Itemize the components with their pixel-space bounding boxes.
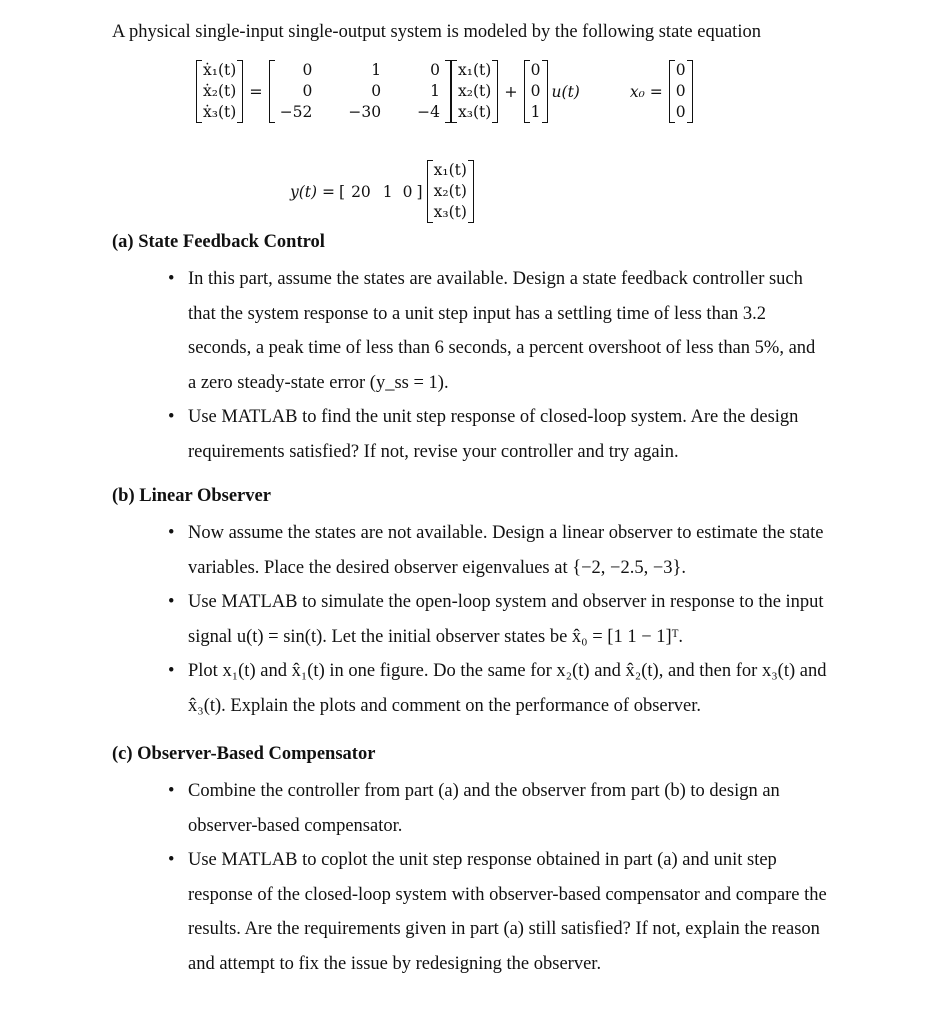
list-item: • Use MATLAB to find the unit step response of closed-loop system. Are the design requirements satisfied? If not, revise your controller and try again. [168,407,799,462]
section-a-title: (a) State Feedback Control [112,232,325,252]
list-item: • Now assume the states are not available. Design a linear observer to estimate the state variables. Place the desired observer eigenvalues at {−2, −2.5, −3}. [168,523,824,578]
list-item: • Use MATLAB to simulate the open-loop system and observer in response to the input signal u(t) = sin(t). Let the initial observer states be x̂₀ = [1 1 − 1]ᵀ. [168,592,824,647]
output-equation: y(t) = [ 20 1 0 ] x₁(t) x₂(t) x₃(t) [290,160,474,223]
initial-state-vector: 0 0 0 [669,60,693,123]
list-item: • Combine the controller from part (a) and the observer from part (b) to design an observer-based compensator. [168,781,780,836]
state-vector: x₁(t) x₂(t) x₃(t) [451,60,498,123]
section-c-title: (c) Observer-Based Compensator [112,744,376,764]
list-item: • Use MATLAB to coplot the unit step response obtained in part (a) and unit step response of the closed-loop system with observer-based compensator and compare the results. Are the requirements given in part (a) still satisfied? If not, explain the reason and attempt to fix the issue by redesigning the observer. [168,850,827,974]
list-item: • In this part, assume the states are available. Design a state feedback controller such that the system response to a unit step input has a settling time of less than 3.2 seconds, a peak time of less than 6 seconds, a percent overshoot of less than 5%, and a zero steady-state error (y_ss = 1). [168,269,816,393]
b-vector: 0 0 1 [524,60,548,123]
state-derivative-vector: ẋ₁(t) ẋ₂(t) ẋ₃(t) [196,60,243,123]
list-item: • Plot x₁(t) and x̂₁(t) in one figure. Do the same for x₂(t) and x̂₂(t), and then for x₃(t) and x̂₃(t). Explain the plots and comment on the performance of observer. [168,661,827,716]
a-matrix: 0 1 0 0 0 1 −52 −30 −4 [269,60,451,123]
state-equation: ẋ₁(t) ẋ₂(t) ẋ₃(t) = 0 1 0 0 0 1 −52 −30 −4 x₁(t) x₂(t) x₃(t) + 0 0 1 u(t) x₀ = 0 0 0 [196,60,693,123]
section-b-bullets [168,516,828,723]
section-a-bullets [168,262,828,469]
initial-state-label: x₀ = [629,82,663,101]
intro-text: A physical single-input single-output system is modeled by the following state equation [112,22,761,42]
input-signal: u(t) [551,82,580,101]
section-b-title: (b) Linear Observer [112,486,271,506]
section-c-bullets [168,774,828,981]
output-state-vector: x₁(t) x₂(t) x₃(t) [427,160,474,223]
